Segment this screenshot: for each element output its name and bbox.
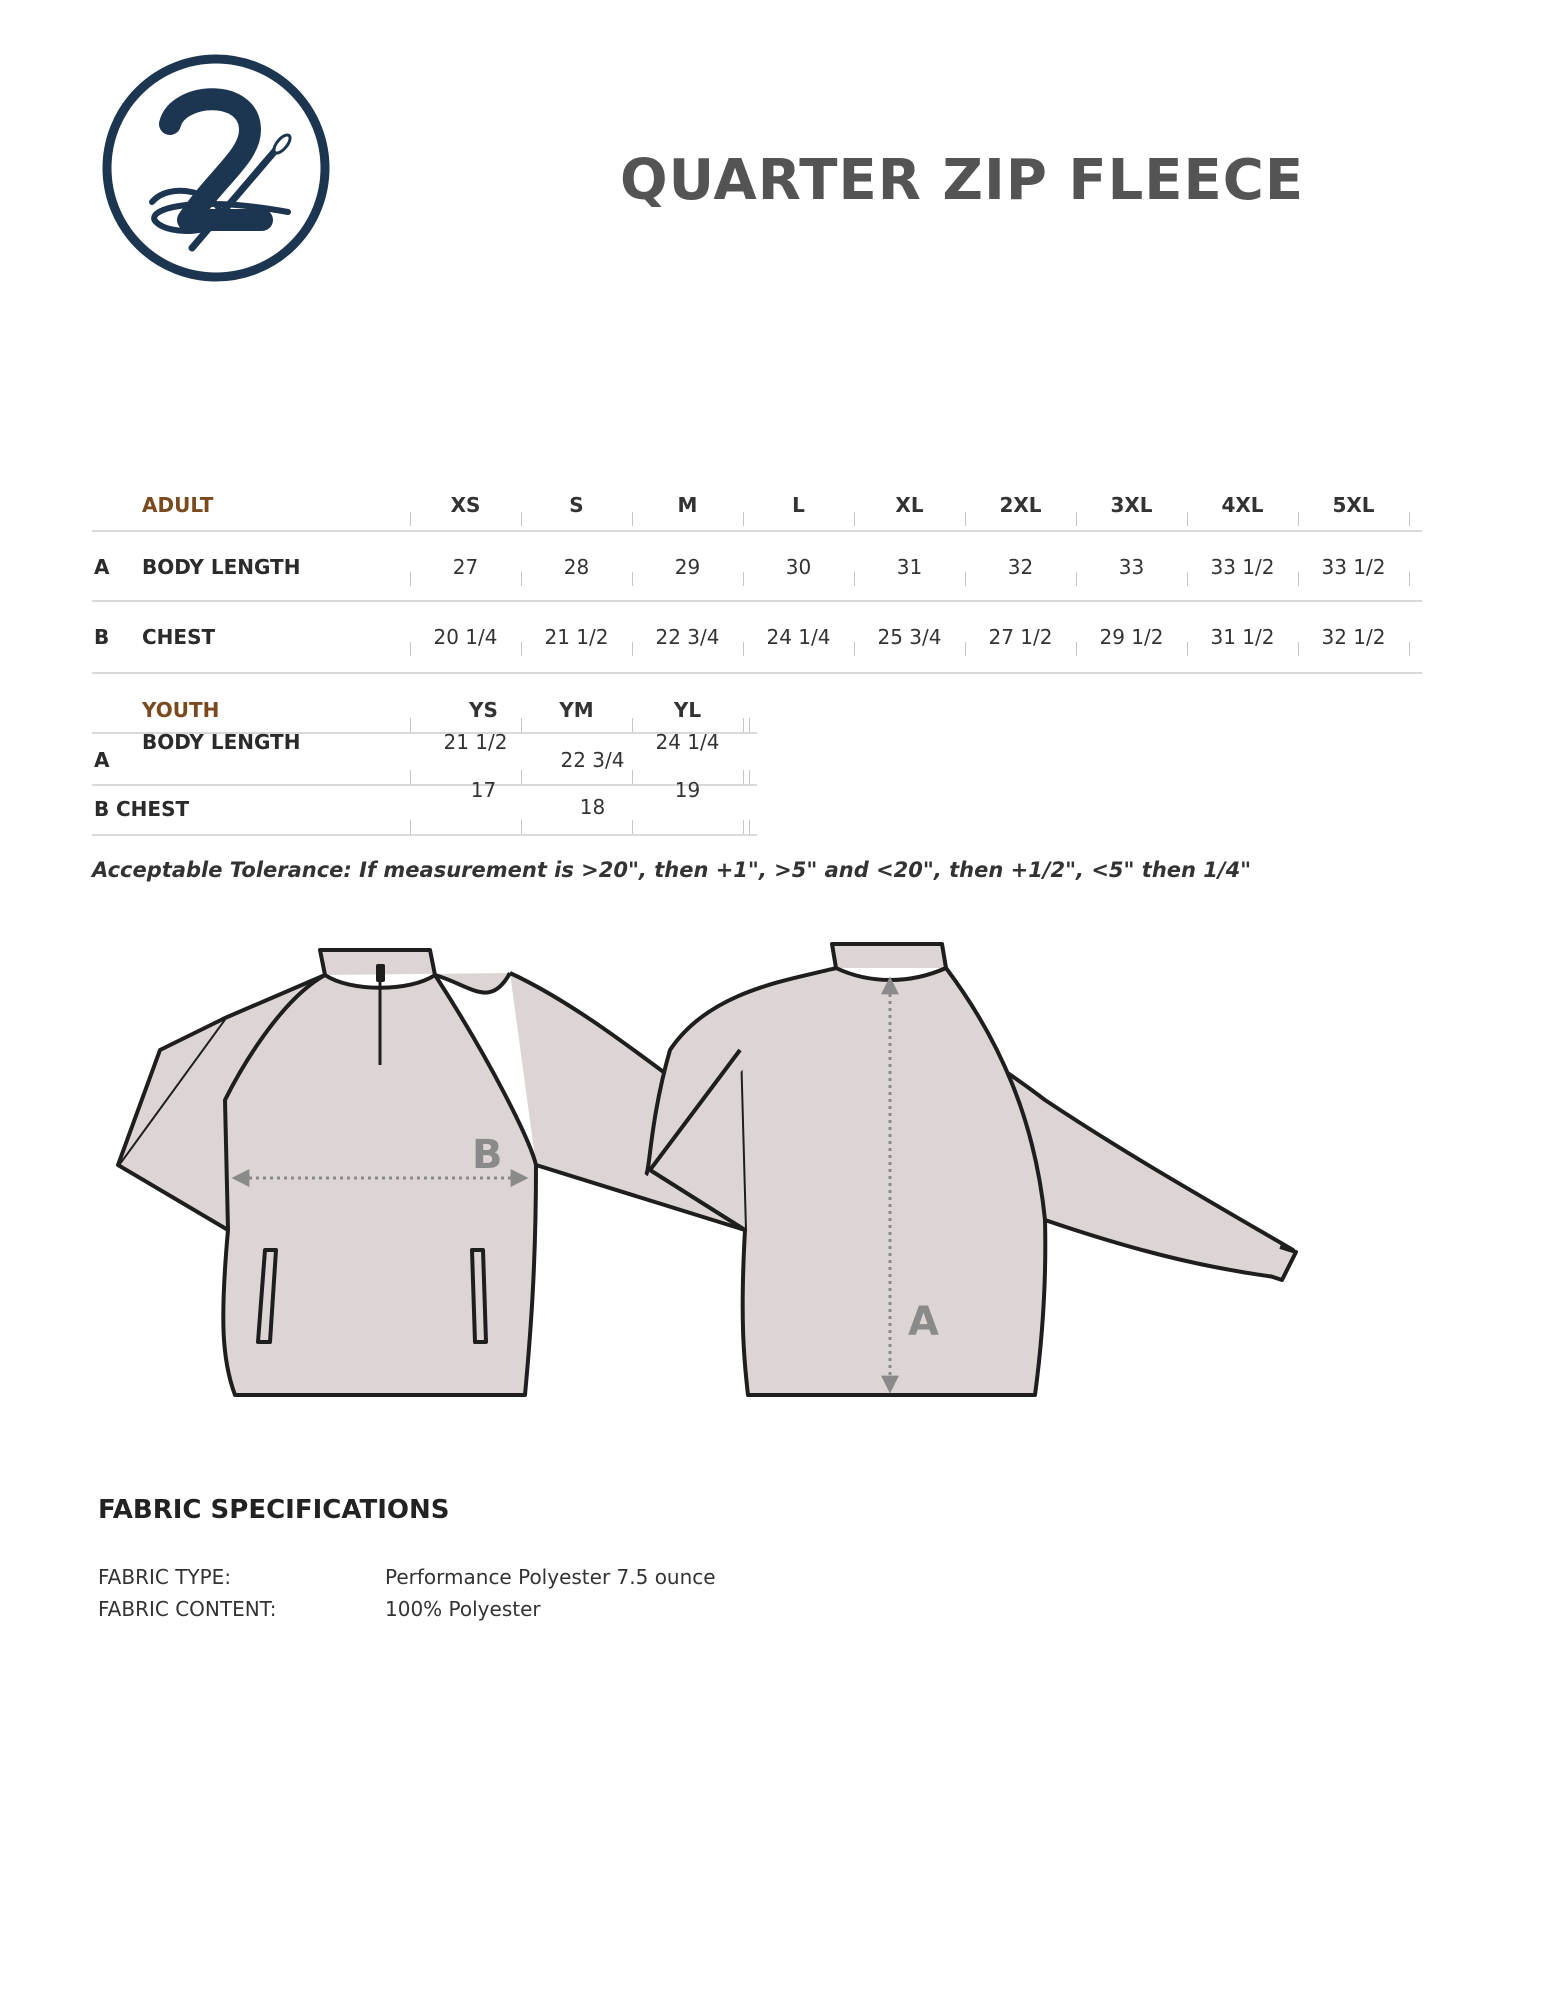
column-tick [749,770,750,784]
column-tick [632,642,633,656]
size-header: S [569,493,584,517]
column-tick [410,770,411,784]
row-label-chest: CHEST [142,625,216,649]
column-tick [743,820,744,834]
column-tick [743,718,744,732]
fabric-specifications-title: FABRIC SPECIFICATIONS [98,1495,450,1525]
spec-key-fabric-type: FABRIC TYPE: [98,1565,232,1589]
size-header: M [677,493,698,517]
column-tick [410,642,411,656]
body-length-measure-label: A [908,1299,939,1345]
column-tick [632,718,633,732]
size-cell: 21 1/2 [443,730,508,754]
size-cell: 33 1/2 [1210,555,1275,579]
row-letter: B [94,625,110,649]
column-tick [521,820,522,834]
brand-logo [100,52,332,284]
row-letter: B [94,797,110,821]
divider [92,530,1422,532]
column-tick [965,572,966,586]
divider [92,834,757,836]
column-tick [965,642,966,656]
column-tick [632,572,633,586]
column-tick [1298,642,1299,656]
size-cell: 22 3/4 [655,625,720,649]
size-cell: 18 [579,795,606,819]
column-tick [743,572,744,586]
column-tick [743,642,744,656]
size-header: 4XL [1221,493,1264,517]
size-cell: 22 3/4 [560,748,625,772]
tolerance-note: Acceptable Tolerance: If measurement is >20", then +1", >5" and <20", then +1/2", <5" then 1/4" [92,858,1252,882]
size-cell: 21 1/2 [544,625,609,649]
column-tick [632,820,633,834]
column-tick [1076,642,1077,656]
column-tick [749,718,750,732]
size-cell: 28 [563,555,590,579]
column-tick [410,572,411,586]
divider [92,672,1422,674]
column-tick [1298,512,1299,526]
back-view [646,944,1296,1395]
column-tick [1187,512,1188,526]
size-cell: 30 [785,555,812,579]
column-tick [521,770,522,784]
adult-section-label: ADULT [142,493,214,517]
column-tick [749,820,750,834]
column-tick [1187,572,1188,586]
size-header: YS [469,698,498,722]
column-tick [632,512,633,526]
column-tick [1298,572,1299,586]
spec-value-fabric-type: Performance Polyester 7.5 ounce [385,1565,716,1589]
row-label-body-length: BODY LENGTH [142,730,301,754]
column-tick [632,770,633,784]
column-tick [521,572,522,586]
column-tick [410,820,411,834]
size-header: 2XL [999,493,1042,517]
page-title: QUARTER ZIP FLEECE [620,148,1305,213]
youth-section-label: YOUTH [142,698,220,722]
size-cell: 19 [674,778,701,802]
size-cell: 29 [674,555,701,579]
garment-measurement-diagram [110,940,1330,1410]
size-cell: 17 [470,778,497,802]
column-tick [743,512,744,526]
size-header: XS [450,493,481,517]
row-letter: A [94,555,110,579]
column-tick [1409,512,1410,526]
chest-measure-label: B [472,1132,503,1178]
size-cell: 33 1/2 [1321,555,1386,579]
size-cell: 32 [1007,555,1034,579]
column-tick [965,512,966,526]
size-header: L [792,493,805,517]
column-tick [1409,642,1410,656]
column-tick [1076,572,1077,586]
size-header: 5XL [1332,493,1375,517]
column-tick [521,512,522,526]
size-cell: 24 1/4 [655,730,720,754]
column-tick [854,512,855,526]
size-cell: 29 1/2 [1099,625,1164,649]
size-cell: 24 1/4 [766,625,831,649]
column-tick [743,770,744,784]
row-label-chest: CHEST [116,797,190,821]
column-tick [521,718,522,732]
divider [92,600,1422,602]
column-tick [1409,572,1410,586]
size-cell: 32 1/2 [1321,625,1386,649]
size-cell: 31 [896,555,923,579]
column-tick [410,512,411,526]
spec-key-fabric-content: FABRIC CONTENT: [98,1597,277,1621]
column-tick [410,718,411,732]
size-cell: 25 3/4 [877,625,942,649]
row-letter: A [94,748,110,772]
size-header: 3XL [1110,493,1153,517]
column-tick [1076,512,1077,526]
size-header: XL [895,493,924,517]
column-tick [854,642,855,656]
size-cell: 33 [1118,555,1145,579]
column-tick [854,572,855,586]
size-cell: 27 1/2 [988,625,1053,649]
size-cell: 27 [452,555,479,579]
size-header: YL [673,698,702,722]
column-tick [521,642,522,656]
size-cell: 31 1/2 [1210,625,1275,649]
row-label-body-length: BODY LENGTH [142,555,301,579]
size-header: YM [559,698,594,722]
size-cell: 20 1/4 [433,625,498,649]
spec-value-fabric-content: 100% Polyester [385,1597,541,1621]
column-tick [1187,642,1188,656]
